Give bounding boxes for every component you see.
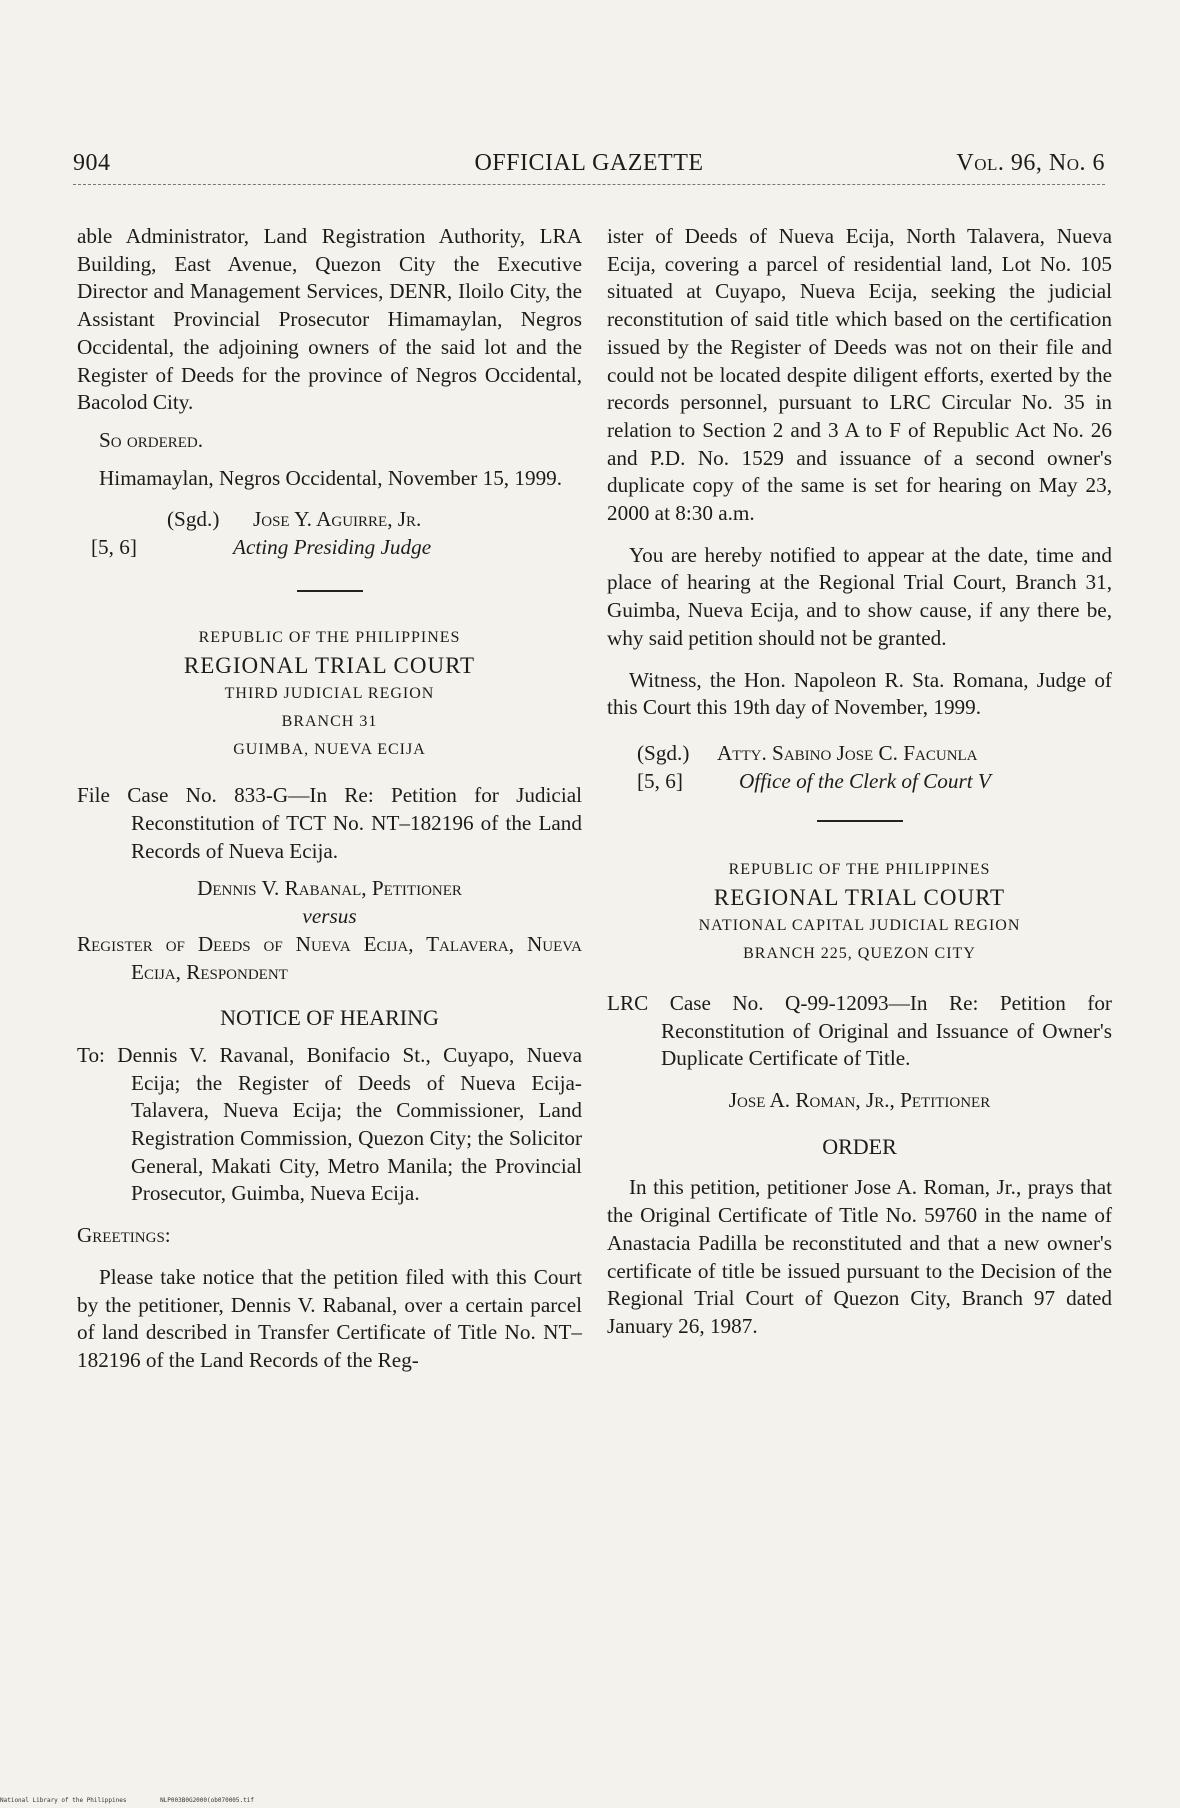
header-rule: [73, 184, 1105, 185]
versus: versus: [302, 904, 357, 929]
court-name: REGIONAL TRIAL COURT: [713, 884, 1006, 910]
court-region: NATIONAL CAPITAL JUDICIAL REGION: [698, 916, 1021, 934]
continued-paragraph: able Administrator, Land Registration Authority, LRA Building, East Avenue, Quezon City the Executive Director and Management Services, DENR, Iloilo City, the Assistant Provincial Prosecutor Himamaylan, Negros Occidental, the adjoining owners of the said lot and the Register of Deeds for the province of Negros Occidental, Bacolod City.: [77, 224, 582, 415]
page-number: 904: [73, 150, 111, 176]
notice-body: Please take notice that the petition filed with this Court by the petitioner, Dennis V. Rabanal, over a certain parcel of land described in Transfer Certificate of Title No. NT–182196 of the Land Records of the Reg-: [77, 1264, 582, 1372]
place-date: Himamaylan, Negros Occidental, November 15, 1999.: [99, 465, 563, 490]
signed-mark: (Sgd.): [637, 740, 690, 765]
court-republic: REPUBLIC OF THE PHILIPPINES: [728, 860, 991, 878]
lrc-case: LRC Case No. Q-99-12093—In Re: Petition for Reconstitution of Original and Issuance of Owner's Duplicate Certificate of Title.: [607, 990, 1112, 1071]
greetings: Greetings:: [77, 1223, 171, 1248]
witness-paragraph: Witness, the Hon. Napoleon R. Sta. Romana, Judge of this Court this 19th day of November, 1999.: [607, 667, 1112, 720]
reference-number: [5, 6]: [637, 768, 683, 793]
court-region: THIRD JUDICIAL REGION: [224, 685, 435, 703]
right-column: [607, 223, 1112, 1341]
library-credit: National Library of the Philippines: [0, 1797, 127, 1804]
clerk-title: Office of the Clerk of Court V: [739, 768, 991, 793]
section-divider: [817, 820, 903, 822]
court-name: REGIONAL TRIAL COURT: [183, 653, 476, 679]
petitioner: Dennis V. Rabanal, Petitioner: [197, 876, 462, 901]
court-branch: BRANCH 31: [281, 713, 378, 731]
left-column: [77, 223, 582, 1375]
court-branch: BRANCH 225, QUEZON CITY: [743, 944, 976, 962]
so-ordered: So ordered.: [99, 427, 204, 452]
scan-filename: NLP003B0G2000(ob070005.tif: [160, 1797, 254, 1804]
publication-title: OFFICIAL GAZETTE: [474, 150, 704, 176]
addressees: To: Dennis V. Ravanal, Bonifacio St., Cuyapo, Nueva Ecija; the Register of Deeds of Nueva Ecija-Talavera, Nueva Ecija; the Commissioner, Land Registration Commission, Quezon City; the Solicitor General, Makati City, Metro Manila; the Provincial Prosecutor, Guimba, Nueva Ecija.: [77, 1042, 582, 1206]
clerk-name: Atty. Sabino Jose C. Facunla: [717, 740, 978, 765]
notice-title: NOTICE OF HEARING: [220, 1005, 439, 1031]
clerk-signature-block: [607, 740, 1112, 796]
court-location: GUIMBA, NUEVA ECIJA: [233, 741, 426, 759]
order-body: In this petition, petitioner Jose A. Roman, Jr., prays that the Original Certificate of Title No. 59760 in the name of Anastacia Padilla be reconstituted and that a new owner's certificate of title be issued pursuant to the Decision of the Regional Trial Court of Quezon City, Branch 97 dated January 26, 1987.: [607, 1175, 1112, 1338]
judge-signature-block: [77, 506, 582, 562]
scan-footer: [0, 1797, 284, 1804]
court-republic: REPUBLIC OF THE PHILIPPINES: [198, 629, 461, 647]
court-header: [607, 856, 1112, 968]
reference-number: [5, 6]: [91, 535, 137, 560]
section-divider: [297, 590, 363, 592]
file-case: File Case No. 833-G—In Re: Petition for Judicial Reconstitution of TCT No. NT–182196 of the Land Records of Nueva Ecija.: [77, 783, 582, 863]
judge-name: Jose Y. Aguirre, Jr.: [253, 507, 422, 532]
respondent: Register of Deeds of Nueva Ecija, Talavera, Nueva Ecija, Respondent: [77, 931, 582, 984]
page-header: [73, 150, 1105, 184]
judge-title: Acting Presiding Judge: [233, 535, 432, 560]
notice-paragraph-2: You are hereby notified to appear at the date, time and place of hearing at the Regional Trial Court, Branch 31, Guimba, Nueva Ecija, and to show cause, if any there be, why said petition should not be granted.: [607, 542, 1112, 650]
court-header: [77, 624, 582, 764]
petitioner: Jose A. Roman, Jr., Petitioner: [728, 1088, 991, 1113]
notice-continued: ister of Deeds of Nueva Ecija, North Talavera, Nueva Ecija, covering a parcel of residential land, Lot No. 105 situated at Cuyapo, Nueva Ecija, seeking the judicial reconstitution of said title which based on the certification issued by the Register of Deeds was not on their file and could not be located despite diligent efforts, exerted by the records personnel, pursuant to LRC Circular No. 35 in relation to Section 2 and 3 A to F of Republic Act No. 26 and P.D. No. 1529 and issuance of a second owner's duplicate copy of the same is set for hearing on May 23, 2000 at 8:30 a.m.: [607, 224, 1112, 526]
signed-mark: (Sgd.): [167, 507, 220, 532]
volume-number: Vol. 96, No. 6: [956, 150, 1105, 176]
order-title: ORDER: [822, 1133, 897, 1159]
